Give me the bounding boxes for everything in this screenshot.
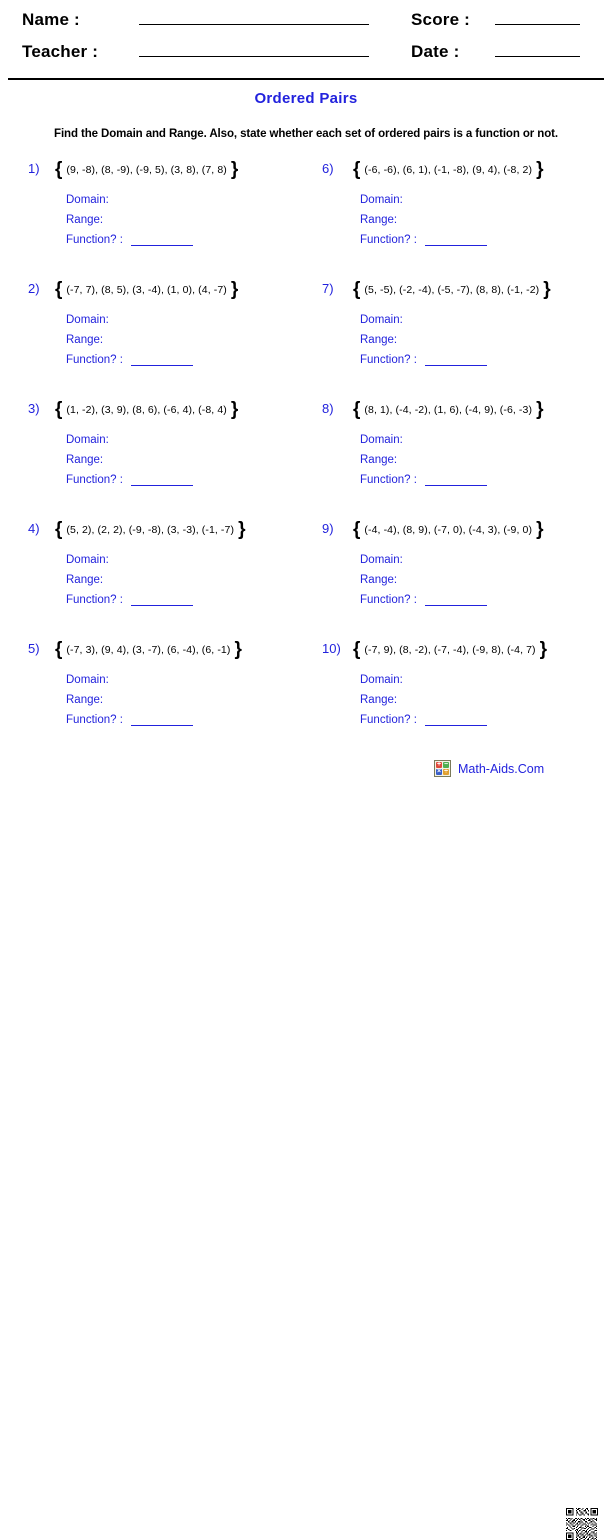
range-label: Range: <box>66 214 104 226</box>
problem-statement <box>28 520 318 542</box>
range-row[interactable] <box>360 330 612 350</box>
function-row[interactable] <box>360 710 612 730</box>
problem-number: 4) <box>28 521 40 536</box>
range-label: Range: <box>66 694 104 706</box>
brace-close-icon: } <box>543 279 551 300</box>
ordered-pairs-list: (-7, 9), (8, -2), (-7, -4), (-9, 8), (-4, 7) <box>364 643 536 656</box>
problem-statement <box>322 160 612 182</box>
domain-row[interactable] <box>66 670 318 690</box>
ordered-pairs-set <box>54 280 239 299</box>
brace-open-icon: { <box>353 639 361 660</box>
ordered-pairs-set <box>54 160 239 179</box>
problem-statement <box>322 640 612 662</box>
calculator-plus-key: + <box>436 761 442 768</box>
date-label: Date : <box>411 42 460 61</box>
domain-label: Domain: <box>360 554 403 566</box>
header-row-teacher-date <box>22 42 590 62</box>
ordered-pairs-set <box>54 640 243 659</box>
range-row[interactable] <box>66 690 318 710</box>
worksheet-footer <box>0 752 612 792</box>
brace-open-icon: { <box>55 519 63 540</box>
range-label: Range: <box>360 334 398 346</box>
domain-label: Domain: <box>360 314 403 326</box>
brace-close-icon: } <box>230 399 239 420</box>
name-label: Name : <box>22 10 80 29</box>
ordered-pairs-set <box>352 160 544 179</box>
answer-block <box>322 430 612 490</box>
range-row[interactable] <box>66 570 318 590</box>
problem-item <box>28 520 318 640</box>
answer-block <box>28 310 318 370</box>
answer-block <box>28 190 318 250</box>
calculator-icon <box>434 760 451 777</box>
domain-label: Domain: <box>66 194 109 206</box>
ordered-pairs-set <box>352 280 552 299</box>
function-label: Function? : <box>360 354 417 366</box>
function-answer-blank[interactable] <box>425 594 487 606</box>
function-answer-blank[interactable] <box>131 474 193 486</box>
function-answer-blank[interactable] <box>131 714 193 726</box>
function-row[interactable] <box>66 350 318 370</box>
problem-item <box>322 280 612 400</box>
function-answer-blank[interactable] <box>425 714 487 726</box>
ordered-pairs-list: (5, 2), (2, 2), (-9, -8), (3, -3), (-1, -7) <box>66 523 235 536</box>
function-label: Function? : <box>66 354 123 366</box>
problem-number: 5) <box>28 641 40 656</box>
function-label: Function? : <box>66 594 123 606</box>
range-label: Range: <box>360 214 398 226</box>
problem-number: 3) <box>28 401 40 416</box>
problem-column-left <box>28 160 318 760</box>
problem-column-right <box>322 160 612 760</box>
ordered-pairs-set <box>54 400 239 419</box>
function-answer-blank[interactable] <box>425 234 487 246</box>
domain-row[interactable] <box>360 430 612 450</box>
answer-block <box>322 550 612 610</box>
function-row[interactable] <box>66 710 318 730</box>
date-input-blank[interactable] <box>495 42 580 57</box>
range-row[interactable] <box>360 210 612 230</box>
function-label: Function? : <box>360 594 417 606</box>
domain-row[interactable] <box>360 550 612 570</box>
problem-number: 7) <box>322 281 334 296</box>
domain-label: Domain: <box>66 314 109 326</box>
problem-statement <box>322 520 612 542</box>
domain-label: Domain: <box>66 674 109 686</box>
ordered-pairs-list: (9, -8), (8, -9), (-9, 5), (3, 8), (7, 8) <box>66 163 227 176</box>
worksheet-header <box>0 0 612 78</box>
answer-block <box>28 430 318 490</box>
brand-label: Math-Aids.Com <box>458 761 545 776</box>
answer-block <box>28 550 318 610</box>
problem-item <box>28 400 318 520</box>
calculator-divide-key: ÷ <box>444 768 448 775</box>
function-answer-blank[interactable] <box>131 354 193 366</box>
function-answer-blank[interactable] <box>425 474 487 486</box>
problem-item <box>322 160 612 280</box>
function-row[interactable] <box>360 230 612 250</box>
problem-statement <box>28 640 318 662</box>
domain-row[interactable] <box>66 550 318 570</box>
brace-open-icon: { <box>55 159 63 180</box>
domain-row[interactable] <box>360 310 612 330</box>
function-row[interactable] <box>360 350 612 370</box>
ordered-pairs-list: (-6, -6), (6, 1), (-1, -8), (9, 4), (-8, 2) <box>364 163 533 176</box>
answer-block <box>322 670 612 730</box>
ordered-pairs-list: (-4, -4), (8, 9), (-7, 0), (-4, 3), (-9, 0) <box>364 523 533 536</box>
problem-statement <box>322 280 612 302</box>
range-row[interactable] <box>360 690 612 710</box>
function-label: Function? : <box>360 714 417 726</box>
problem-number: 10) <box>322 641 341 656</box>
range-label: Range: <box>360 694 398 706</box>
name-input-blank[interactable] <box>139 10 369 25</box>
domain-label: Domain: <box>66 434 109 446</box>
problem-statement <box>28 160 318 182</box>
problem-statement <box>28 400 318 422</box>
problem-number: 6) <box>322 161 334 176</box>
brace-open-icon: { <box>353 399 361 420</box>
domain-row[interactable] <box>66 310 318 330</box>
brace-open-icon: { <box>353 519 361 540</box>
problem-item <box>28 280 318 400</box>
function-label: Function? : <box>360 234 417 246</box>
domain-row[interactable] <box>66 190 318 210</box>
function-answer-blank[interactable] <box>131 234 193 246</box>
brace-close-icon: } <box>539 639 548 660</box>
range-label: Range: <box>66 574 104 586</box>
range-row[interactable] <box>360 450 612 470</box>
domain-row[interactable] <box>66 430 318 450</box>
answer-block <box>28 670 318 730</box>
brace-open-icon: { <box>55 279 63 300</box>
header-divider-rule <box>8 78 604 80</box>
problem-item <box>322 640 612 760</box>
function-row[interactable] <box>360 470 612 490</box>
header-row-name-score <box>22 10 590 30</box>
ordered-pairs-list: (1, -2), (3, 9), (8, 6), (-6, 4), (-8, 4) <box>66 403 227 416</box>
domain-label: Domain: <box>66 554 109 566</box>
ordered-pairs-set <box>352 400 544 419</box>
function-label: Function? : <box>66 474 123 486</box>
brace-close-icon: } <box>536 519 544 540</box>
teacher-input-blank[interactable] <box>139 42 369 57</box>
page-title: Ordered Pairs <box>254 90 358 107</box>
problem-item <box>322 400 612 520</box>
problem-item <box>322 520 612 640</box>
answer-block <box>322 190 612 250</box>
function-label: Function? : <box>66 234 123 246</box>
brace-close-icon: } <box>536 399 544 420</box>
function-answer-blank[interactable] <box>425 354 487 366</box>
brace-close-icon: } <box>234 639 242 660</box>
brace-open-icon: { <box>55 399 63 420</box>
brace-close-icon: } <box>230 279 239 300</box>
problem-number: 1) <box>28 161 40 176</box>
function-row[interactable] <box>66 230 318 250</box>
domain-row[interactable] <box>360 190 612 210</box>
range-label: Range: <box>360 574 398 586</box>
score-input-blank[interactable] <box>495 10 580 25</box>
problem-item <box>28 160 318 280</box>
domain-label: Domain: <box>360 194 403 206</box>
function-label: Function? : <box>66 714 123 726</box>
domain-row[interactable] <box>360 670 612 690</box>
function-row[interactable] <box>66 590 318 610</box>
domain-label: Domain: <box>360 434 403 446</box>
function-label: Function? : <box>360 474 417 486</box>
answer-block <box>322 310 612 370</box>
teacher-label: Teacher : <box>22 42 99 61</box>
ordered-pairs-list: (5, -5), (-2, -4), (-5, -7), (8, 8), (-1, -2) <box>364 283 540 296</box>
brace-close-icon: } <box>536 159 544 180</box>
range-row[interactable] <box>360 570 612 590</box>
range-row[interactable] <box>66 330 318 350</box>
brace-close-icon: } <box>238 519 246 540</box>
function-answer-blank[interactable] <box>131 594 193 606</box>
problem-statement <box>28 280 318 302</box>
problem-number: 2) <box>28 281 40 296</box>
calculator-minus-key: − <box>443 761 449 768</box>
qr-code-icon <box>566 1508 598 1540</box>
brace-open-icon: { <box>55 639 63 660</box>
problem-statement <box>322 400 612 422</box>
range-label: Range: <box>66 334 104 346</box>
problem-number: 8) <box>322 401 334 416</box>
range-row[interactable] <box>66 450 318 470</box>
brace-close-icon: } <box>230 159 239 180</box>
ordered-pairs-set <box>352 640 548 659</box>
brace-open-icon: { <box>353 279 361 300</box>
instructions-text: Find the Domain and Range. Also, state whether each set of ordered pairs is a function or not. <box>54 128 558 140</box>
ordered-pairs-list: (8, 1), (-4, -2), (1, 6), (-4, 9), (-6, -3) <box>364 403 533 416</box>
brace-open-icon: { <box>353 159 361 180</box>
function-row[interactable] <box>360 590 612 610</box>
brand-link[interactable] <box>434 760 544 777</box>
ordered-pairs-list: (-7, 3), (9, 4), (3, -7), (6, -4), (6, -1) <box>66 643 231 656</box>
range-label: Range: <box>360 454 398 466</box>
calculator-times-key: × <box>436 768 442 775</box>
range-label: Range: <box>66 454 104 466</box>
problem-number: 9) <box>322 521 334 536</box>
ordered-pairs-list: (-7, 7), (8, 5), (3, -4), (1, 0), (4, -7) <box>66 283 227 296</box>
function-row[interactable] <box>66 470 318 490</box>
score-label: Score : <box>411 10 471 29</box>
problem-item <box>28 640 318 760</box>
domain-label: Domain: <box>360 674 403 686</box>
range-row[interactable] <box>66 210 318 230</box>
ordered-pairs-set <box>352 520 544 539</box>
ordered-pairs-set <box>54 520 246 539</box>
